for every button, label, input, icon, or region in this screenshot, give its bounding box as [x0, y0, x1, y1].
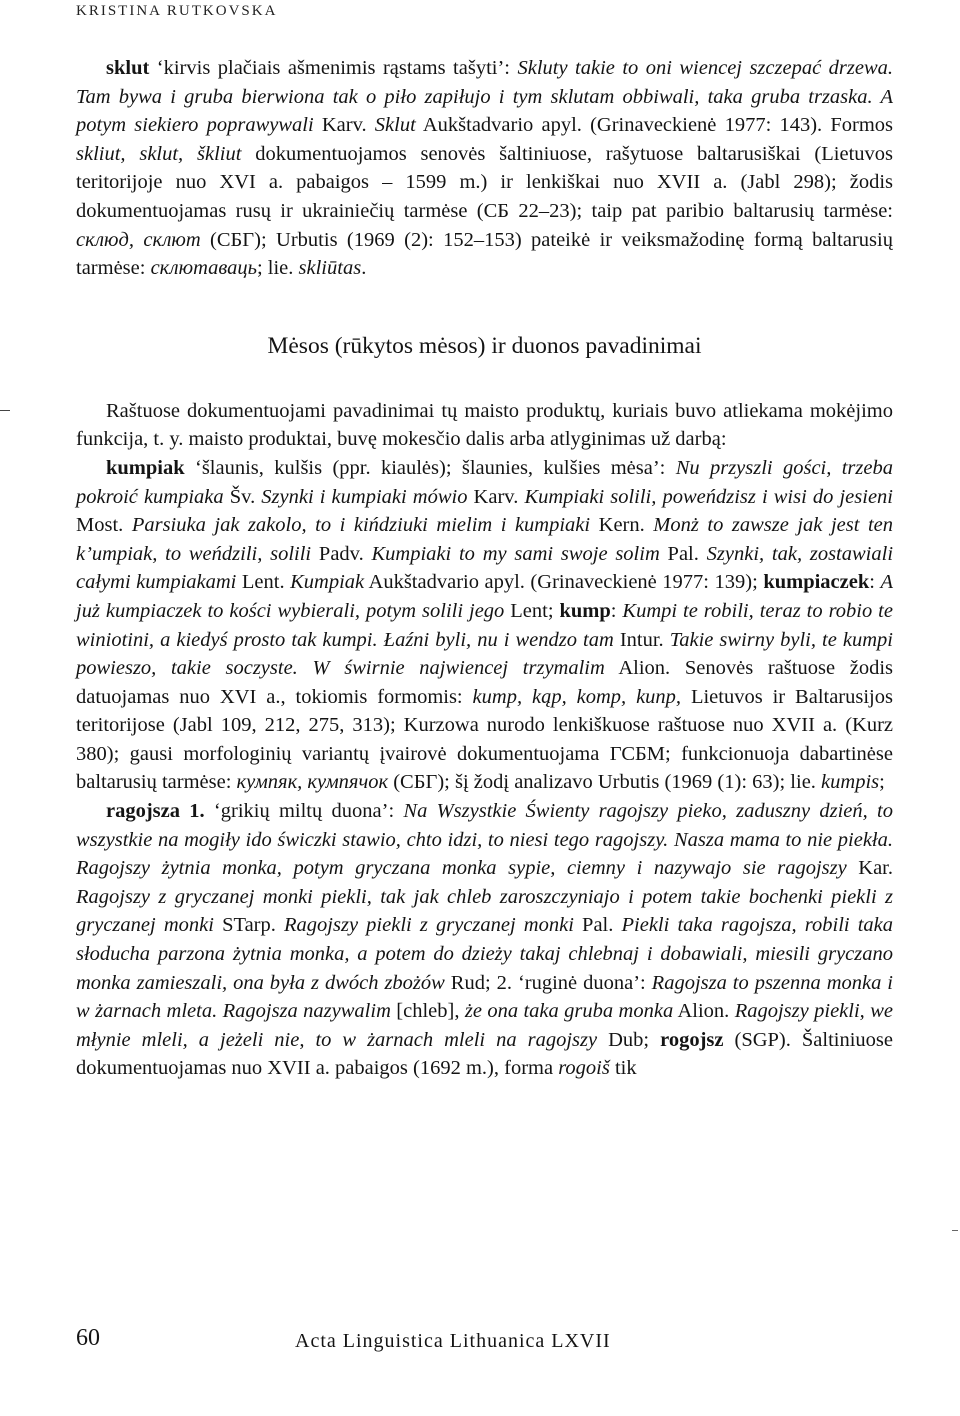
entry-term: sklut [106, 57, 150, 79]
section-heading: Mėsos (rūkytos mėsos) ir duonos pavadinimai [267, 332, 702, 359]
entry-term: kumpiaczek [763, 571, 870, 594]
body-text [76, 54, 893, 1083]
page-number: 60 [76, 1325, 100, 1351]
journal-title: Acta Linguistica Lithuanica LXVII [295, 1330, 611, 1352]
paragraph-intro: Raštuose dokumentuojami pavadinimai tų maisto produktų, kuriais buvo atliekama mokėjimo funkcija, t. y. maisto produktai, buvę mokesčio dalis arba atlyginimas už darbą: [76, 399, 893, 451]
entry-term: kumpiak [106, 456, 185, 479]
entry-term: ragojsza [106, 800, 181, 823]
running-head: KRISTINA RUTKOVSKA [76, 3, 278, 19]
entry-term: rogojsz [660, 1028, 724, 1051]
entry-kumpiak: kumpiak ‘šlaunis, kulšis (ppr. kiaulės); šlaunies, kulšies mėsa’: Nu przyszli gości, trzeba pokroić kumpiaka Šv. Szynki i kumpiaki mówio Karv. Kumpiaki solili, poweńdzisz i wisi do jesieni Most. Parsiuka jak zakolo, to i kińdziuki mielim i kumpiaki Kern. Monż to zawsze jak jest ten k’umpiak, to weńdzili, solili Padv. Kumpiaki to my sami swoje solim Pal. Szynki, tak, zostawiali całymi kumpiakami Lent. Kumpiak Aukštadvario apyl. (Grinaveckienė 1977: 139); kumpiaczek: A już kumpiaczek to kości wybierali, potym solili jego Lent; kump: Kumpi te robili, teraz to robio te winiotini, a kiedyś prosto tak kumpi. Łaźni byli, nu i wendzo tam Intur. Takie swirny byli, te kumpi powieszo, takie soczyste. W świrnie najwiencej trzymalim Alion. Senovės raštuose žodis datuojamas nuo XVI a., tokiomis formomis: kump, kąp, komp, kunp, Lietuvos ir Baltarusijos teritorijose (Jabl 109, 212, 275, 313); Kurzowa nurodo lenkiškuose raštuose nuo XVII a. (Kurz 380); gausi morfologinių variantų įvairovė dokumentuojama ГСБМ; funkcionuoja dabartinėse baltarusių tarmėse: кумпяк, кумпячок (СБГ); šį žodį analizavo Urbutis (1969 (1): 63); lie. kumpis; [76, 456, 894, 794]
example-quote: Skluty takie to oni wiencej szczepać drzewa. Tam bywa i gruba bierwiona tak o piło zapiłujo i tym sklutam obbiwali, taka gruba trzaska. A potym siekiero poprawywali [76, 57, 893, 137]
margin-mark [0, 410, 10, 411]
entry-term: kump [559, 599, 611, 622]
margin-mark [952, 1230, 958, 1231]
entry-ragojsza: ragojsza 1. ‘grikių miltų duona’: Na Wszystkie Świenty ragojszy pieko, zaduszny dzień, to wszystkie na mogiły ido świczki stawio, chto idzi, to niesi tego ragojszy. Nasza mama to nie piekła. Ragojszy żytnia monka, potym gryczana monka sypie, ciemny i nazywajo sie ragojszy Kar. Ragojszy z gryczanej monki piekli, tak jak chleb zaroszczyniajo i potem takie bochenki piekli z gryczanej monki STarp. Ragojszy piekli z gryczanej monki Pal. Piekli taka ragojsza, robili taka słoducha parzona żytnia monka, a potem do dzieży takaj chlebnaj i dobawiali, miesili gryczano monka zamieszali, ona była z dwóch zbożów Rud; 2. ‘ruginė duona’: Ragojsza to pszenna monka i w żarnach mleta. Ragojsza nazywalim [chleb], że ona taka gruba monka Alion. Ragojszy piekli, we młynie mleli, a jeżeli nie, to w żarnach mleli na ragojszy Dub; rogojsz (SGP). Šaltiniuose dokumentuojamas nuo XVII a. pabaigos (1692 m.), forma rogoiš tik [76, 800, 894, 1080]
paragraph-sklut: sklut ‘kirvis plačiais ašmenimis rąstams tašyti’: Skluty takie to oni wiencej szczepać drzewa. Tam bywa i gruba bierwiona tak o piło zapiłujo i tym sklutam obbiwali, taka gruba trzaska. A potym siekiero poprawywali Karv. Sklut Aukštadvario apyl. (Grinaveckienė 1977: 143). Formos skliut, sklut, škliut dokumentuojamos senovės šaltiniuose, rašytuose baltarusiškai (Lietuvos teritorijoje nuo XVI a. pabaigos – 1599 m.) ir lenkiškai nuo XVII a. (Jabl 298); žodis dokumentuojamas rusų ir ukrainiečių tarmėse (СБ 22–23); taip pat paribio baltarusių tarmėse: склюд, склют (СБГ); Urbutis (1969 (2): 152–153) pateikė ir veiksmažodinę formą baltarusių tarmėse: склютаваць; lie. skliūtas. [76, 57, 893, 280]
